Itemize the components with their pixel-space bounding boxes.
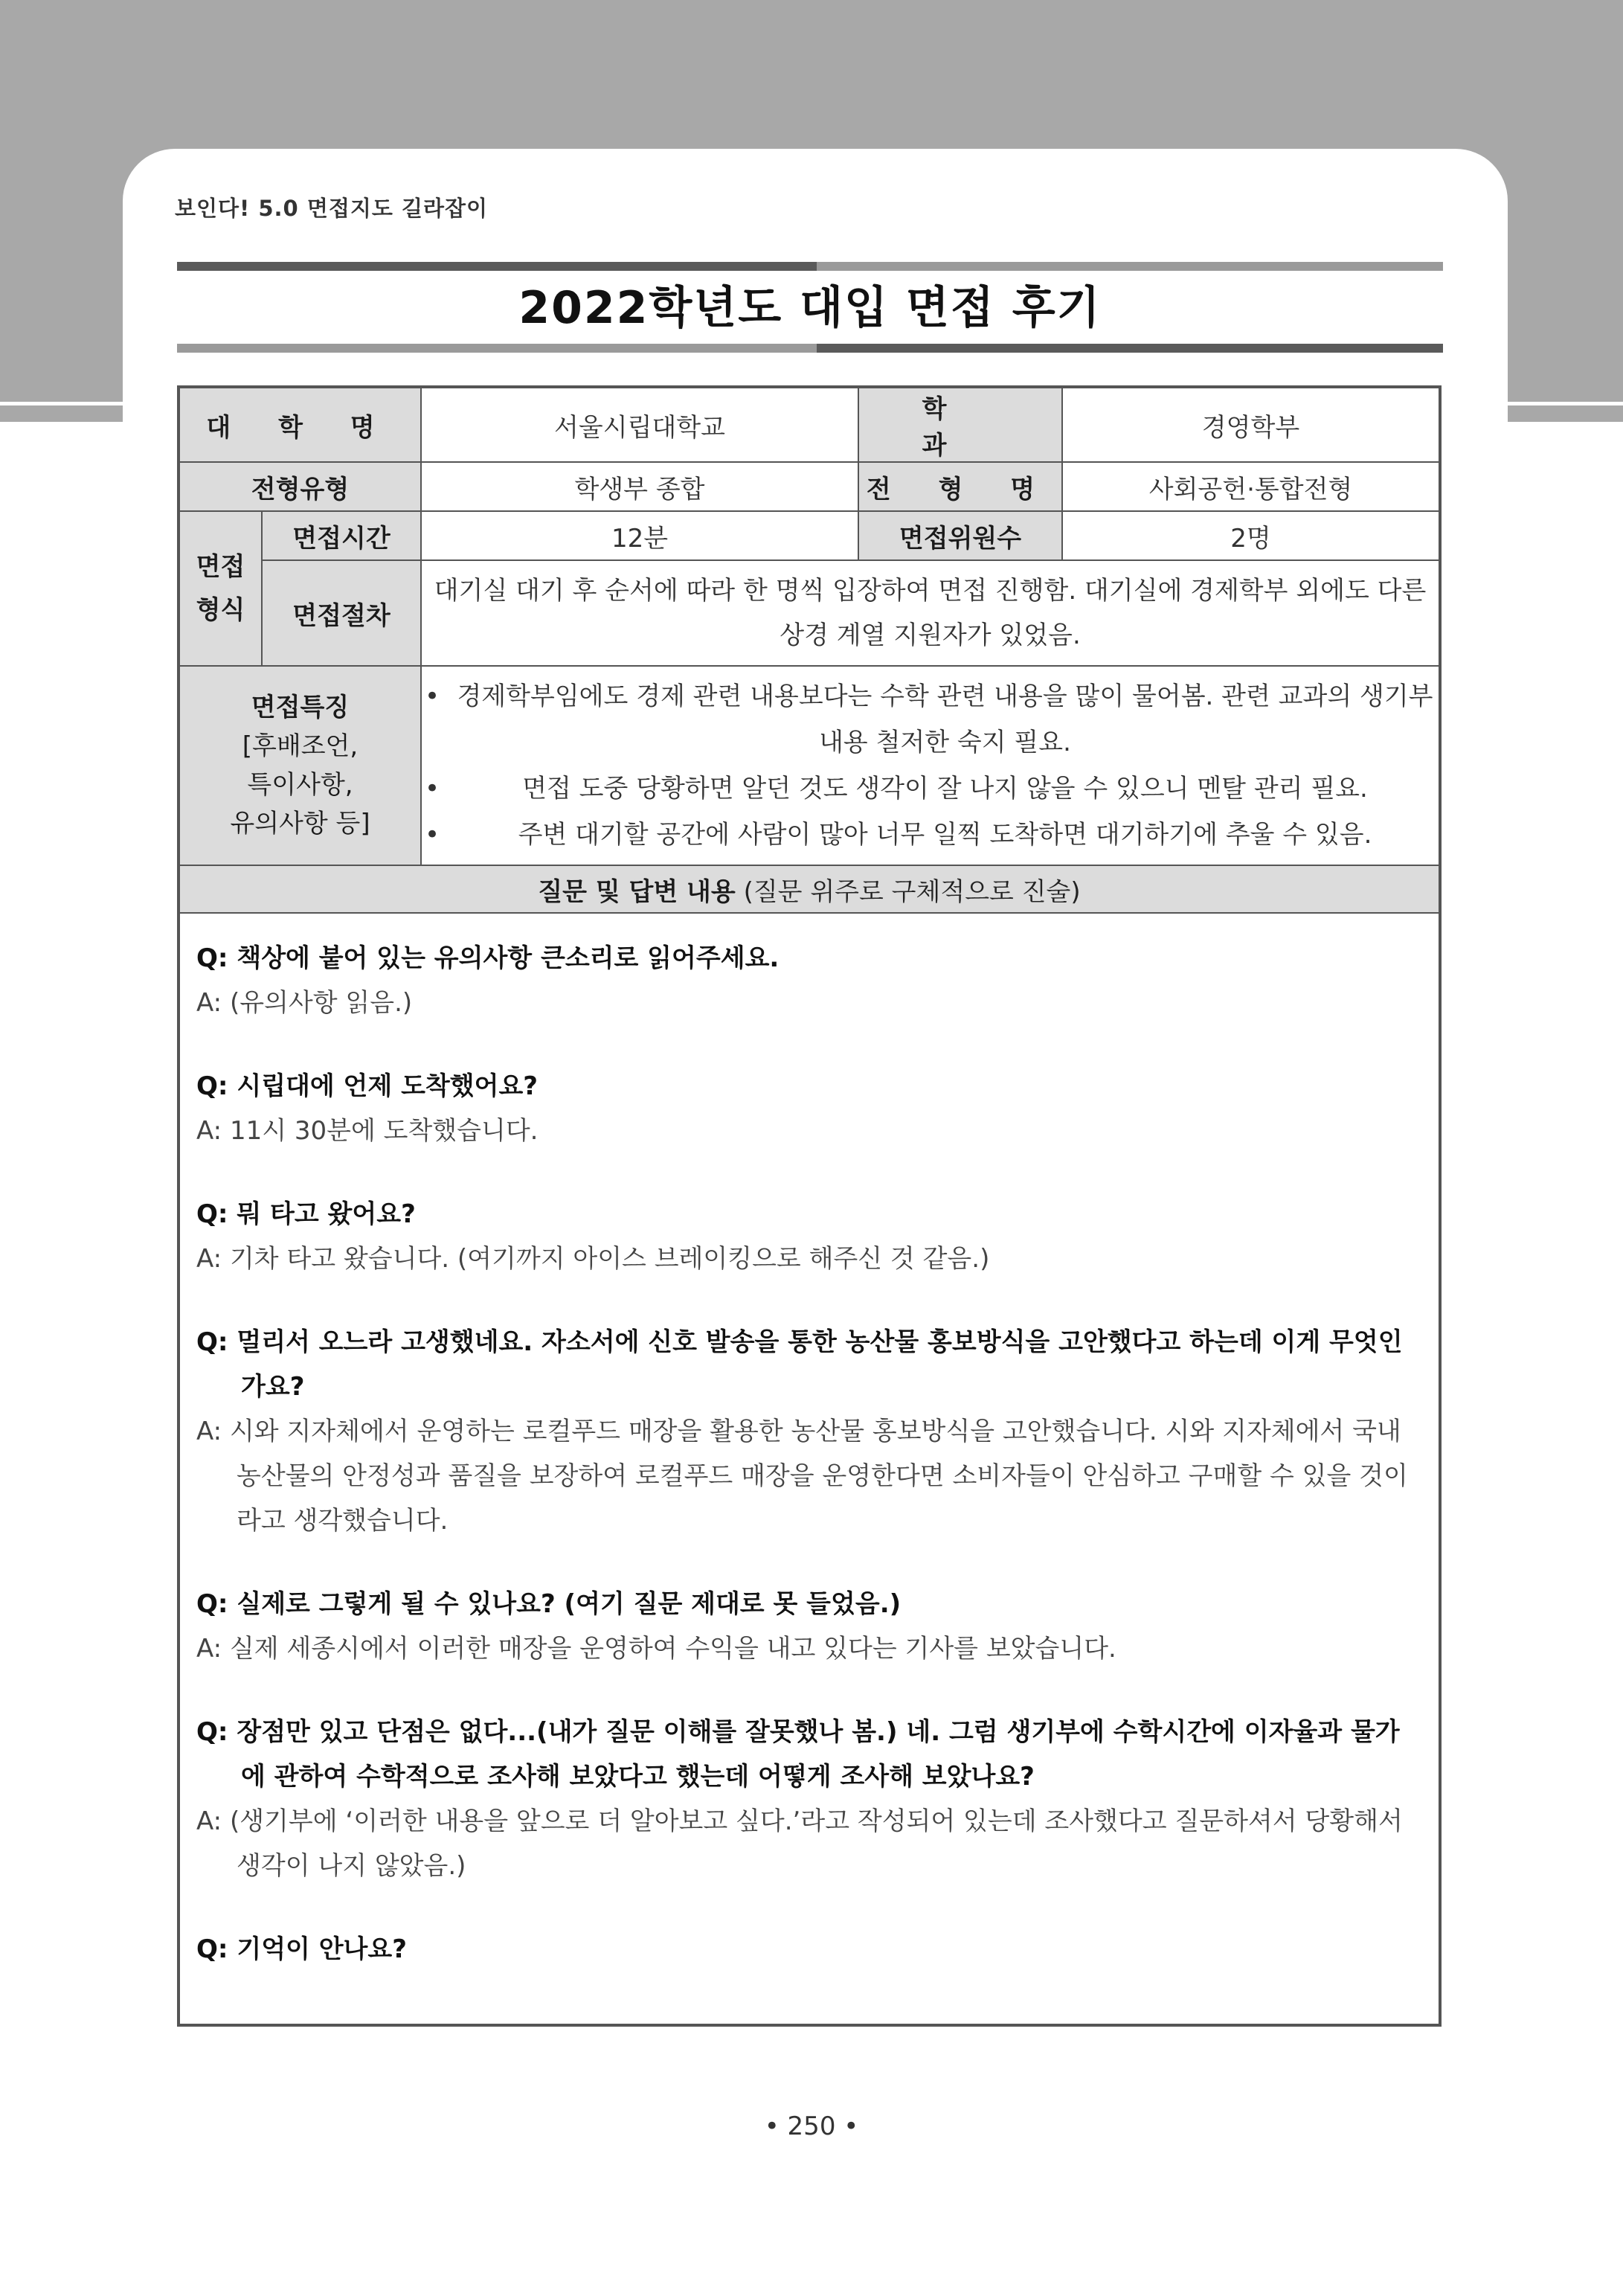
procedure-text: 대기실 대기 후 순서에 따라 한 명씩 입장하여 면접 진행함. 대기실에 경제학부 외에도 다른 상경 계열 지원자가 있었음. [421, 560, 1439, 666]
interview-review-box [177, 385, 1442, 2027]
qa-item [196, 1192, 1422, 1281]
interview-time-label: 면접시간 [262, 511, 421, 560]
qa-item [196, 1927, 1422, 1972]
running-head: 보인다! 5.0 면접지도 길라잡이 [175, 196, 489, 221]
panel-count-value: 2명 [1062, 511, 1439, 560]
admission-type-label: 전형유형 [180, 462, 421, 511]
question: Q: 책상에 붙어 있는 유의사항 큰소리로 읽어주세요. [196, 943, 780, 973]
margin-strip-left [0, 405, 123, 422]
qa-item [196, 936, 1422, 1025]
department-label: 학 과 [858, 388, 1062, 462]
answer: A: 11시 30분에 도착했습니다. [196, 1116, 539, 1146]
university-value: 서울시립대학교 [421, 388, 858, 462]
format-label: 면접 형식 [180, 511, 262, 666]
answer: A: (생기부에 ‘이러한 내용을 앞으로 더 알아보고 싶다.’라고 작성되어 있는데 조사했다고 질문하셔서 당황해서 생각이 나지 않았음.) [196, 1806, 1403, 1881]
question: Q: 멀리서 오느라 고생했네요. 자소서에 신호 발송을 통한 농산물 홍보방식을 고안했다고 하는데 이게 무엇인가요? [196, 1327, 1403, 1402]
features-list [421, 666, 1439, 865]
interview-info-table [180, 388, 1439, 914]
question: Q: 시립대에 언제 도착했어요? [196, 1071, 539, 1101]
panel-count-label: 면접위원수 [858, 511, 1062, 560]
document-title: 2022학년도 대입 면접 후기 [518, 282, 1102, 334]
feature-item: • 주변 대기할 공간에 사람이 많아 너무 일찍 도착하면 대기하기에 추울 수 있음. [422, 812, 1439, 858]
qa-list [180, 914, 1439, 1972]
title-rule-top [177, 262, 1443, 271]
feature-item: • 면접 도중 당황하면 알던 것도 생각이 잘 나지 않을 수 있으니 멘탈 관리 필요. [422, 766, 1439, 812]
answer: A: 시와 지자체에서 운영하는 로컬푸드 매장을 활용한 농산물 홍보방식을 고안했습니다. 시와 지자체에서 국내 농산물의 안정성과 품질을 보장하여 로컬푸드 매장을 운영한다면 소비자들이 안심하고 구매할 수 있을 것이라고 생각했습니다. [196, 1417, 1408, 1536]
title-rule-bottom [177, 344, 1443, 353]
university-label: 대 학 명 [180, 388, 421, 462]
answer: A: 실제 세종시에서 이러한 매장을 운영하여 수익을 내고 있다는 기사를 보았습니다. [196, 1634, 1116, 1664]
question: Q: 장점만 있고 단점은 없다...(내가 질문 이해를 잘못했나 봄.) 네. 그럼 생기부에 수학시간에 이자율과 물가에 관하여 수학적으로 조사해 보았다고 했는데 어떻게 조사해 보았나요? [196, 1717, 1400, 1792]
question: Q: 뭐 타고 왔어요? [196, 1199, 416, 1229]
answer: A: (유의사항 읽음.) [196, 988, 413, 1018]
qa-item [196, 1320, 1422, 1543]
qa-item [196, 1582, 1422, 1671]
qa-item [196, 1710, 1422, 1888]
question: Q: 기억이 안나요? [196, 1934, 407, 1964]
question: Q: 실제로 그렇게 될 수 있나요? (여기 질문 제대로 못 들었음.) [196, 1589, 902, 1619]
features-label: 면접특징 [후배조언, 특이사항, 유의사항 등] [180, 666, 421, 865]
department-value: 경영학부 [1062, 388, 1439, 462]
procedure-label: 면접절차 [262, 560, 421, 666]
page-number: • 250 • [764, 2111, 859, 2141]
answer: A: 기차 타고 왔습니다. (여기까지 아이스 브레이킹으로 해주신 것 같음.) [196, 1244, 990, 1274]
qa-item [196, 1064, 1422, 1153]
feature-item: • 경제학부임에도 경제 관련 내용보다는 수학 관련 내용을 많이 물어봄. 관련 교과의 생기부 내용 철저한 숙지 필요. [422, 673, 1439, 766]
qa-section-heading: 질문 및 답변 내용 (질문 위주로 구체적으로 진술) [180, 865, 1439, 913]
admission-name-value: 사회공헌·통합전형 [1062, 462, 1439, 511]
admission-type-value: 학생부 종합 [421, 462, 858, 511]
interview-time-value: 12분 [421, 511, 858, 560]
admission-name-label: 전 형 명 [858, 462, 1062, 511]
margin-strip-right [1508, 405, 1623, 422]
